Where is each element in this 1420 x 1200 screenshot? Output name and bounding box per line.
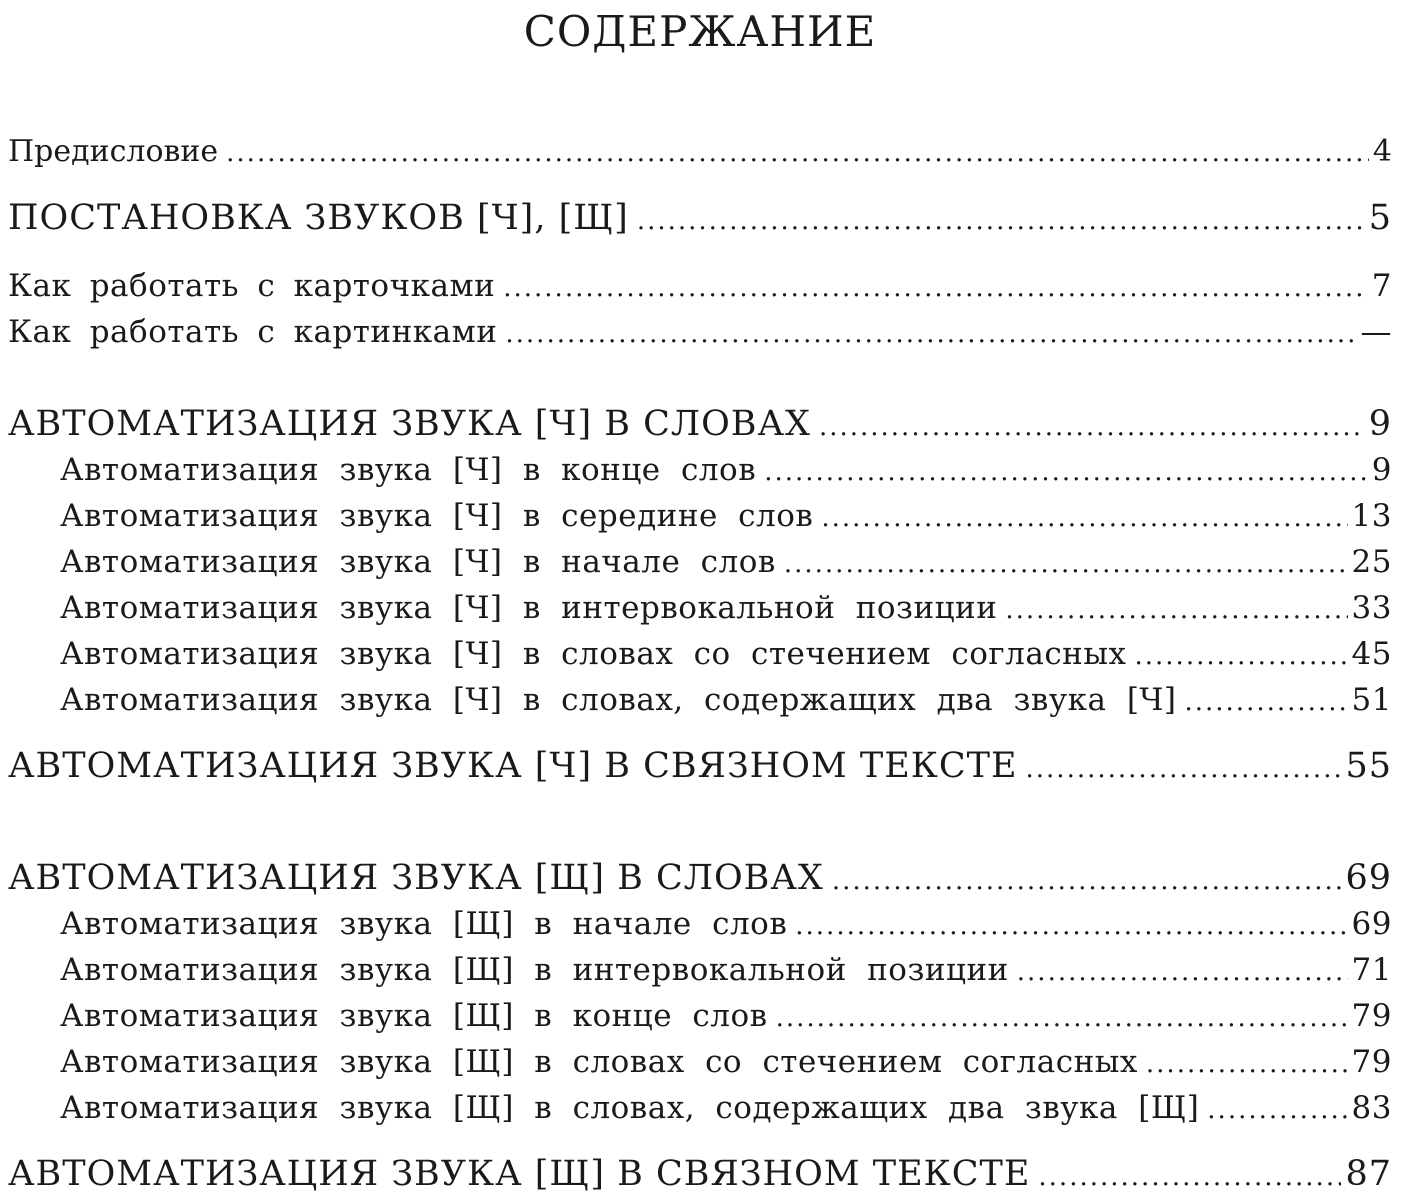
toc-entry-page: 13 — [1351, 498, 1392, 534]
toc-entry-label: Автоматизация звука [Ч] в начале слов — [60, 544, 776, 580]
toc-subentry[interactable] — [60, 904, 1392, 946]
toc-entry-page: 25 — [1351, 544, 1392, 580]
dot-leader — [1005, 590, 1347, 630]
toc-entry-page: 9 — [1368, 404, 1392, 444]
toc-entry-preface[interactable] — [8, 132, 1392, 173]
toc-entry-label: Автоматизация звука [Ч] в интервокальной позиции — [60, 590, 998, 626]
dot-leader — [821, 498, 1347, 538]
dot-leader — [1184, 682, 1347, 722]
toc-section-ch-words[interactable] — [8, 404, 1392, 447]
toc-entry-page: 33 — [1351, 590, 1392, 626]
dot-leader — [505, 314, 1356, 354]
dot-leader — [832, 861, 1342, 901]
toc-subentry[interactable] — [60, 450, 1392, 492]
page-title: СОДЕРЖАНИЕ — [523, 7, 877, 56]
toc-subentry[interactable] — [60, 950, 1392, 992]
toc-subentry[interactable] — [60, 1088, 1392, 1130]
dot-leader — [226, 133, 1369, 173]
dot-leader — [776, 998, 1348, 1038]
toc-entry-label: Автоматизация звука [Щ] в словах, содержащих два звука [Щ] — [60, 1090, 1200, 1126]
toc-section-setup[interactable] — [8, 198, 1392, 241]
toc-entry-page: 69 — [1345, 858, 1392, 898]
dot-leader — [795, 906, 1347, 946]
toc-section-ch-text[interactable] — [8, 746, 1392, 789]
toc-subentry[interactable] — [60, 542, 1392, 584]
toc-subentry[interactable] — [60, 588, 1392, 630]
toc-subentry[interactable] — [60, 996, 1392, 1038]
dot-leader — [503, 268, 1368, 308]
toc-entry-label: Автоматизация звука [Щ] в конце слов — [60, 998, 768, 1034]
toc-entry-page: 5 — [1368, 198, 1392, 238]
toc-entry-page: 71 — [1351, 952, 1392, 988]
dot-leader — [1207, 1090, 1347, 1130]
dot-leader — [1038, 1157, 1341, 1197]
toc-entry-page: 79 — [1351, 998, 1392, 1034]
dot-leader — [1146, 1044, 1348, 1084]
toc-entry-label: Автоматизация звука [Ч] в словах, содержащих два звука [Ч] — [60, 682, 1177, 718]
toc-entry-page: 51 — [1351, 682, 1392, 718]
toc-entry-label: Как работать с картинками — [8, 314, 498, 350]
toc-entry-label: АВТОМАТИЗАЦИЯ ЗВУКА [Ч] В СЛОВАХ — [8, 404, 811, 444]
toc-entry-page: 45 — [1351, 636, 1392, 672]
toc-entry-label: АВТОМАТИЗАЦИЯ ЗВУКА [Щ] В СВЯЗНОМ ТЕКСТЕ — [8, 1154, 1031, 1194]
toc-entry-label: Автоматизация звука [Щ] в начале слов — [60, 906, 788, 942]
toc-subentry[interactable] — [60, 634, 1392, 676]
toc-entry-page: 55 — [1345, 746, 1392, 786]
toc-entry-label: Автоматизация звука [Ч] в словах со стечением согласных — [60, 636, 1127, 672]
dot-leader — [637, 201, 1365, 241]
toc-entry-page: 4 — [1372, 134, 1392, 169]
toc-entry-label: Предисловие — [8, 134, 219, 169]
toc-entry-page: 79 — [1351, 1044, 1392, 1080]
toc-entry-label: Как работать с карточками — [8, 268, 496, 304]
toc-entry-label: ПОСТАНОВКА ЗВУКОВ [Ч], [Щ] — [8, 198, 629, 238]
dot-leader — [819, 407, 1365, 447]
dot-leader — [784, 544, 1348, 584]
toc-entry-cards[interactable] — [8, 266, 1392, 308]
toc-entry-page: 9 — [1371, 452, 1392, 488]
toc-entry-page: 7 — [1371, 268, 1392, 304]
toc-subentry[interactable] — [60, 496, 1392, 538]
toc-entry-label: АВТОМАТИЗАЦИЯ ЗВУКА [Щ] В СЛОВАХ — [8, 858, 824, 898]
dot-leader — [764, 452, 1368, 492]
toc-entry-page: 83 — [1351, 1090, 1392, 1126]
dot-leader — [1135, 636, 1348, 676]
dot-leader — [1017, 952, 1348, 992]
toc-entry-label: Автоматизация звука [Ч] в конце слов — [60, 452, 757, 488]
toc-entry-label: АВТОМАТИЗАЦИЯ ЗВУКА [Ч] В СВЯЗНОМ ТЕКСТЕ — [8, 746, 1018, 786]
dot-leader — [1026, 749, 1342, 789]
toc-subentry[interactable] — [60, 1042, 1392, 1084]
toc-entry-label: Автоматизация звука [Ч] в середине слов — [60, 498, 814, 534]
toc-entry-pictures[interactable] — [8, 312, 1392, 354]
toc-section-shch-words[interactable] — [8, 858, 1392, 901]
toc-section-shch-text[interactable] — [8, 1154, 1392, 1197]
toc-entry-page: 87 — [1345, 1154, 1392, 1194]
toc-entry-label: Автоматизация звука [Щ] в интервокальной позиции — [60, 952, 1009, 988]
toc-entry-page: 69 — [1351, 906, 1392, 942]
toc-subentry[interactable] — [60, 680, 1392, 722]
toc-entry-page: — — [1360, 314, 1392, 350]
toc-entry-label: Автоматизация звука [Щ] в словах со стечением согласных — [60, 1044, 1138, 1080]
